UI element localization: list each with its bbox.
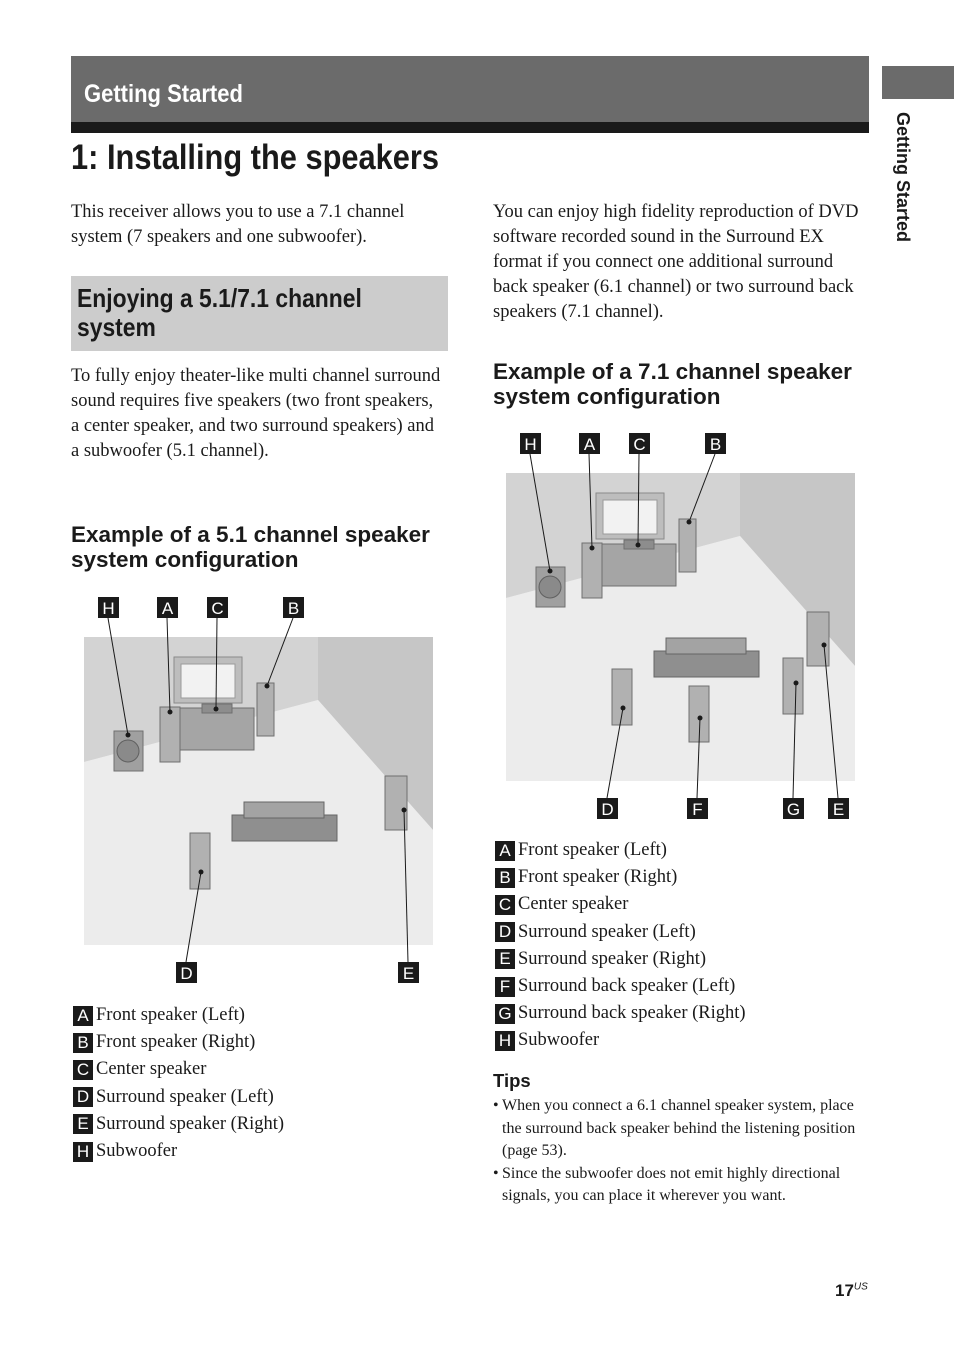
legend-item xyxy=(495,946,746,973)
page-number-value: 17 xyxy=(835,1281,854,1300)
legend-text: Surround back speaker (Left) xyxy=(518,976,736,997)
legend-item xyxy=(73,1138,284,1165)
legend-text: Front speaker (Right) xyxy=(96,1032,256,1053)
legend-item xyxy=(495,919,746,946)
legend-text: Surround speaker (Right) xyxy=(518,948,707,969)
svg-text:E: E xyxy=(402,964,415,983)
diagram-51-label-b xyxy=(283,597,304,618)
svg-text:B: B xyxy=(287,599,300,618)
legend-item xyxy=(495,891,746,918)
diagram-71-label-f xyxy=(687,798,708,819)
legend-text: Front speaker (Left) xyxy=(518,840,667,861)
legend-text: Surround speaker (Left) xyxy=(518,921,696,942)
legend-text: Subwoofer xyxy=(518,1030,600,1051)
svg-text:H: H xyxy=(102,599,115,618)
legend-letter: H xyxy=(495,1031,515,1051)
legend-text: Front speaker (Right) xyxy=(518,867,678,888)
legend-item xyxy=(73,1084,284,1111)
legend-text: Surround speaker (Left) xyxy=(96,1086,274,1107)
legend-text: Center speaker xyxy=(518,894,629,915)
section-header-title: Getting Started xyxy=(84,80,243,108)
legend-letter: B xyxy=(73,1033,93,1053)
legend-letter: F xyxy=(495,977,515,997)
legend-text: Surround speaker (Right) xyxy=(96,1113,285,1134)
example-71-heading: Example of a 7.1 channel speaker system configuration xyxy=(493,359,852,409)
legend-item xyxy=(495,1000,746,1027)
intro-paragraph: This receiver allows you to use a 7.1 channel system (7 speakers and one subwoofer). xyxy=(71,202,405,247)
legend-letter: C xyxy=(73,1060,93,1080)
section-heading: Enjoying a 5.1/7.1 channel system xyxy=(77,283,362,342)
example-51-heading: Example of a 5.1 channel speaker system configuration xyxy=(71,522,430,572)
legend-51 xyxy=(73,1002,284,1165)
legend-text: Subwoofer xyxy=(96,1141,178,1162)
diagram-71-label-h xyxy=(520,433,541,454)
diagram-71 xyxy=(506,433,855,819)
diagram-51-label-h xyxy=(98,597,119,618)
legend-text: Center speaker xyxy=(96,1059,207,1080)
diagram-51-label-a xyxy=(157,597,178,618)
svg-text:C: C xyxy=(211,599,224,618)
legend-item xyxy=(73,1029,284,1056)
legend-text: Surround back speaker (Right) xyxy=(518,1003,746,1024)
svg-text:F: F xyxy=(692,800,703,819)
legend-text: Front speaker (Left) xyxy=(96,1005,245,1026)
diagram-71-label-g xyxy=(783,798,804,819)
legend-item xyxy=(495,864,746,891)
diagram-71-label-d xyxy=(597,798,618,819)
svg-text:C: C xyxy=(633,435,646,454)
page-number-suffix: US xyxy=(853,1281,868,1293)
legend-item xyxy=(495,973,746,1000)
diagram-51 xyxy=(84,597,433,983)
legend-letter: E xyxy=(73,1114,93,1134)
legend-letter: H xyxy=(73,1142,93,1162)
diagram-51-label-d xyxy=(176,962,197,983)
svg-text:E: E xyxy=(832,800,845,819)
body-right-paragraph: You can enjoy high fidelity reproduction of DVD software recorded sound in the Surround EX format if you connect one additional surround back speaker (6.1 channel) or two surround back speakers (7.1 channel). xyxy=(493,202,859,322)
legend-letter: B xyxy=(495,868,515,888)
tips-heading: Tips xyxy=(493,1070,531,1091)
diagram-71-label-c xyxy=(629,433,650,454)
legend-letter: D xyxy=(495,922,515,942)
diagram-71-label-b xyxy=(705,433,726,454)
legend-item xyxy=(73,1002,284,1029)
svg-text:A: A xyxy=(161,599,174,618)
svg-text:H: H xyxy=(524,435,537,454)
diagram-71-label-e xyxy=(828,798,849,819)
side-tab-label: Getting Started xyxy=(893,112,913,243)
legend-item xyxy=(495,1027,746,1054)
legend-letter: C xyxy=(495,895,515,915)
svg-text:A: A xyxy=(583,435,596,454)
diagram-71-label-a xyxy=(579,433,600,454)
diagram-51-label-c xyxy=(207,597,228,618)
legend-letter: E xyxy=(495,949,515,969)
legend-item xyxy=(73,1111,284,1138)
diagram-51-label-e xyxy=(398,962,419,983)
legend-item xyxy=(73,1056,284,1083)
legend-letter: A xyxy=(495,841,515,861)
legend-letter: D xyxy=(73,1087,93,1107)
tip-item: • Since the subwoofer does not emit highly directional signals, you can place it wherever you want. xyxy=(493,1163,868,1208)
body-left-paragraph: To fully enjoy theater-like multi channel surround sound requires five speakers (two front speakers, a center speaker, and two surround speakers) and a subwoofer (5.1 channel). xyxy=(71,366,441,461)
page-title: 1: Installing the speakers xyxy=(71,138,440,177)
svg-text:G: G xyxy=(786,800,801,819)
legend-item xyxy=(495,837,746,864)
svg-text:B: B xyxy=(709,435,722,454)
page-number xyxy=(835,1281,868,1301)
svg-text:D: D xyxy=(180,964,193,983)
legend-71 xyxy=(495,837,746,1055)
tip-item: • When you connect a 6.1 channel speaker system, place the surround back speaker behind the listening position (page 53). xyxy=(493,1095,868,1163)
legend-letter: A xyxy=(73,1006,93,1026)
tips-list xyxy=(493,1095,868,1208)
svg-text:D: D xyxy=(601,800,614,819)
legend-letter: G xyxy=(495,1004,515,1024)
